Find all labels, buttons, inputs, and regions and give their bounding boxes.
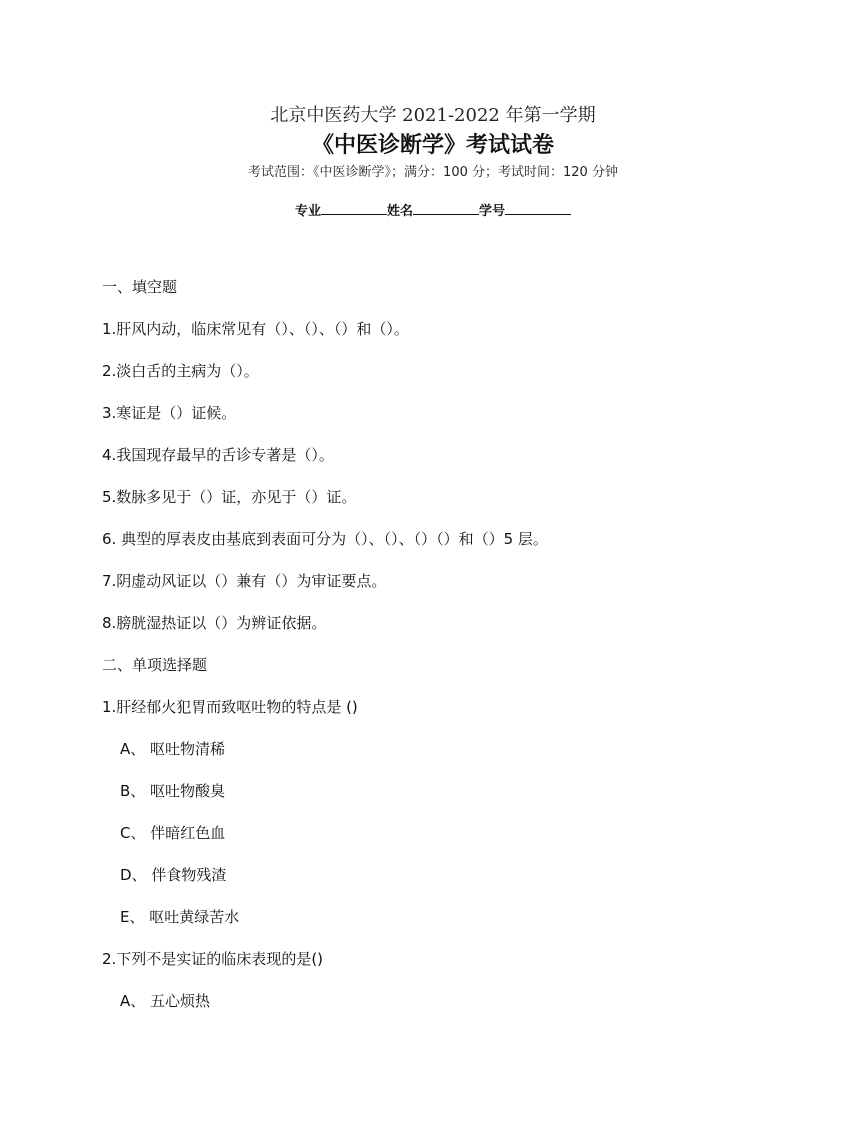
choice-q1-option-e: E、 呕吐黄绿苦水 [120,908,240,926]
university-title: 北京中医药大学 2021-2022 年第一学期 [270,105,596,126]
choice-q1-option-c: C、 伴暗红色血 [120,824,226,842]
major-blank[interactable] [321,202,387,215]
choice-q1-option-d: D、 伴食物残渣 [120,866,227,884]
major-label: 专业 [294,204,321,219]
fill-question-4: 4.我国现存最早的舌诊专著是（）。 [102,446,334,464]
name-blank[interactable] [413,202,479,215]
name-label: 姓名 [386,204,413,219]
fill-question-1: 1.肝风内动，临床常见有（）、（）、（）和（）。 [102,320,409,338]
choice-question-2: 2.下列不是实证的临床表现的是() [102,950,324,968]
fill-question-3: 3.寒证是（）证候。 [102,404,237,422]
section-fill-title: 一、填空题 [102,278,178,296]
fill-question-7: 7.阴虚动风证以（）兼有（）为审证要点。 [102,572,387,590]
fill-question-2: 2.淡白舌的主病为（）。 [102,362,259,380]
choice-question-1: 1.肝经郁火犯胃而致呕吐物的特点是 () [102,698,358,716]
section-choice-title: 二、单项选择题 [102,656,208,674]
choice-q1-option-a: A、 呕吐物清稀 [120,740,226,758]
fill-question-6: 6. 典型的厚表皮由基底到表面可分为（）、（）、（）（）和（）5 层。 [102,530,548,548]
exam-title: 《中医诊断学》考试试卷 [311,132,554,158]
student-id-blank[interactable] [505,202,571,215]
student-id-label: 学号 [479,204,506,219]
choice-q2-option-a: A、 五心烦热 [120,992,211,1010]
choice-q1-option-b: B、 呕吐物酸臭 [120,782,226,800]
fill-question-8: 8.膀胱湿热证以（）为辨证依据。 [102,614,327,632]
student-info-fields [0,200,866,219]
fill-question-5: 5.数脉多见于（）证，亦见于（）证。 [102,488,357,506]
exam-info: 考试范围：《中医诊断学》；满分：100 分；考试时间：120 分钟 [248,165,618,180]
